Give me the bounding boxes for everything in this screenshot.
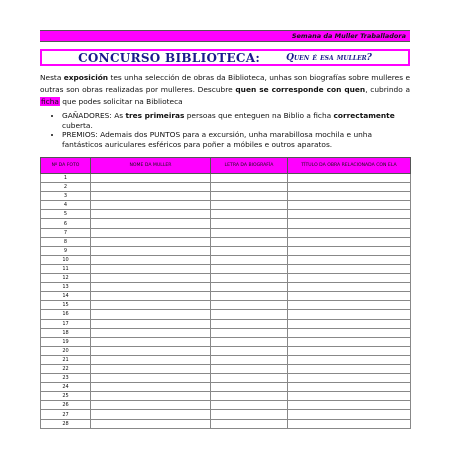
header-photo-number: Nº DA FOTO [41,158,91,174]
table-row [41,401,411,410]
letter-cell[interactable] [211,219,288,228]
title-cell[interactable] [288,283,411,292]
rules-list [40,111,410,149]
table-row [41,374,411,383]
name-cell[interactable] [91,383,211,392]
name-cell[interactable] [91,346,211,355]
row-number: 15 [41,301,91,310]
title-cell[interactable] [288,183,411,192]
letter-cell[interactable] [211,364,288,373]
contest-title: CONCURSO BIBLIOTECA: [78,50,261,65]
rule-prizes-text: PREMIOS: Ademais dos PUNTOS para a excursión, unha marabillosa mochila e unha fantásticos auriculares esféricos para poñer a móbiles e outros aparatos. [62,130,373,149]
intro-text-3: , cubrindo a [365,84,410,94]
row-number: 12 [41,274,91,283]
title-cell[interactable] [288,392,411,401]
letter-cell[interactable] [211,274,288,283]
letter-cell[interactable] [211,355,288,364]
letter-cell[interactable] [211,392,288,401]
intro-highlight-ficha: ficha [41,96,59,106]
name-cell[interactable] [91,228,211,237]
name-cell[interactable] [91,183,211,192]
letter-cell[interactable] [211,328,288,337]
letter-cell[interactable] [211,401,288,410]
name-cell[interactable] [91,292,211,301]
name-cell[interactable] [91,274,211,283]
title-cell[interactable] [288,237,411,246]
row-number: 26 [41,401,91,410]
table-row [41,183,411,192]
title-cell[interactable] [288,319,411,328]
name-cell[interactable] [91,246,211,255]
row-number: 5 [41,210,91,219]
table-row [41,255,411,264]
name-cell[interactable] [91,364,211,373]
letter-cell[interactable] [211,201,288,210]
letter-cell[interactable] [211,292,288,301]
name-cell[interactable] [91,419,211,428]
title-cell[interactable] [288,419,411,428]
table-row [41,283,411,292]
name-cell[interactable] [91,192,211,201]
table-row [41,301,411,310]
row-number: 14 [41,292,91,301]
name-cell[interactable] [91,210,211,219]
name-cell[interactable] [91,283,211,292]
title-cell[interactable] [288,210,411,219]
title-cell[interactable] [288,219,411,228]
title-cell[interactable] [288,246,411,255]
table-row [41,219,411,228]
table-row [41,264,411,273]
answer-table [40,157,411,429]
contest-subtitle: Quen é esa muller? [286,52,372,63]
table-body [41,174,411,429]
table-row [41,174,411,183]
rule-winners [62,111,410,130]
rule-winners-text-1: GAÑADORES: As [62,111,126,121]
row-number: 22 [41,364,91,373]
intro-text-4: que podes solicitar na Biblioteca [59,96,183,106]
row-number: 9 [41,246,91,255]
row-number: 13 [41,283,91,292]
letter-cell[interactable] [211,419,288,428]
letter-cell[interactable] [211,319,288,328]
table-row [41,201,411,210]
header-work-title: TÍTULO DA OBRA RELACIONADA CON ELA [288,158,411,174]
title-cell[interactable] [288,310,411,319]
letter-cell[interactable] [211,346,288,355]
name-cell[interactable] [91,310,211,319]
row-number: 25 [41,392,91,401]
title-cell[interactable] [288,364,411,373]
letter-cell[interactable] [211,264,288,273]
header-banner [40,30,410,42]
table-row [41,355,411,364]
letter-cell[interactable] [211,174,288,183]
row-number: 20 [41,346,91,355]
letter-cell[interactable] [211,210,288,219]
row-number: 24 [41,383,91,392]
table-row [41,274,411,283]
letter-cell[interactable] [211,228,288,237]
title-cell[interactable] [288,355,411,364]
title-cell[interactable] [288,410,411,419]
row-number: 28 [41,419,91,428]
name-cell[interactable] [91,355,211,364]
row-number: 1 [41,174,91,183]
title-cell[interactable] [288,264,411,273]
table-row [41,383,411,392]
table-row [41,228,411,237]
name-cell[interactable] [91,337,211,346]
table-row [41,419,411,428]
title-cell[interactable] [288,228,411,237]
title-cell[interactable] [288,192,411,201]
row-number: 3 [41,192,91,201]
row-number: 27 [41,410,91,419]
rule-winners-bold: tres primeiras [125,111,185,121]
letter-cell[interactable] [211,283,288,292]
name-cell[interactable] [91,174,211,183]
name-cell[interactable] [91,374,211,383]
name-cell[interactable] [91,410,211,419]
intro-bold-exposition: exposición [63,73,109,82]
table-row [41,192,411,201]
intro-text-2: tes unha selección de obras da Biblioteca, unhas son biografías sobre mulleres e outras son obras realizadas por mulleres. Descubre [40,73,410,94]
row-number: 8 [41,237,91,246]
name-cell[interactable] [91,201,211,210]
title-cell[interactable] [288,292,411,301]
letter-cell[interactable] [211,246,288,255]
banner-text: Semana da Muller Traballadora [291,32,406,40]
name-cell[interactable] [91,301,211,310]
table-row [41,292,411,301]
title-cell[interactable] [288,401,411,410]
row-number: 16 [41,310,91,319]
row-number: 17 [41,319,91,328]
header-woman-name: NOME DA MULLER [91,158,211,174]
table-row [41,346,411,355]
intro-bold-match: quen se corresponde con quen [235,84,366,94]
table-row [41,310,411,319]
letter-cell[interactable] [211,237,288,246]
table-row [41,364,411,373]
name-cell[interactable] [91,401,211,410]
rule-winners-text-2: persoas que enteguen na Biblio a ficha [184,111,334,121]
table-row [41,210,411,219]
table-row [41,328,411,337]
letter-cell[interactable] [211,255,288,264]
row-number: 6 [41,219,91,228]
title-cell[interactable] [288,301,411,310]
table-row [41,319,411,328]
intro-paragraph [40,72,410,107]
name-cell[interactable] [91,319,211,328]
title-cell[interactable] [288,346,411,355]
row-number: 21 [41,355,91,364]
title-box [40,49,410,66]
name-cell[interactable] [91,392,211,401]
title-cell[interactable] [288,374,411,383]
table-header-row [41,158,411,174]
title-cell[interactable] [288,274,411,283]
letter-cell[interactable] [211,310,288,319]
name-cell[interactable] [91,255,211,264]
letter-cell[interactable] [211,410,288,419]
row-number: 23 [41,374,91,383]
title-cell[interactable] [288,174,411,183]
table-row [41,246,411,255]
rule-winners-text-3: cuberta. [62,120,93,130]
title-cell[interactable] [288,201,411,210]
title-cell[interactable] [288,328,411,337]
table-row [41,237,411,246]
intro-text-1: Nesta [40,73,64,82]
name-cell[interactable] [91,237,211,246]
row-number: 7 [41,228,91,237]
row-number: 10 [41,255,91,264]
title-cell[interactable] [288,383,411,392]
rule-winners-bold-2: correctamente [333,111,395,121]
row-number: 2 [41,183,91,192]
document-page [40,30,410,429]
row-number: 4 [41,201,91,210]
letter-cell[interactable] [211,383,288,392]
name-cell[interactable] [91,328,211,337]
letter-cell[interactable] [211,183,288,192]
title-cell[interactable] [288,337,411,346]
letter-cell[interactable] [211,192,288,201]
name-cell[interactable] [91,264,211,273]
letter-cell[interactable] [211,337,288,346]
row-number: 19 [41,337,91,346]
title-cell[interactable] [288,255,411,264]
table-row [41,392,411,401]
table-row [41,337,411,346]
table-row [41,410,411,419]
name-cell[interactable] [91,219,211,228]
letter-cell[interactable] [211,301,288,310]
header-biography-letter: LETRA DA BIOGRAFÍA [211,158,288,174]
rule-prizes [62,130,410,149]
letter-cell[interactable] [211,374,288,383]
row-number: 18 [41,328,91,337]
row-number: 11 [41,264,91,273]
